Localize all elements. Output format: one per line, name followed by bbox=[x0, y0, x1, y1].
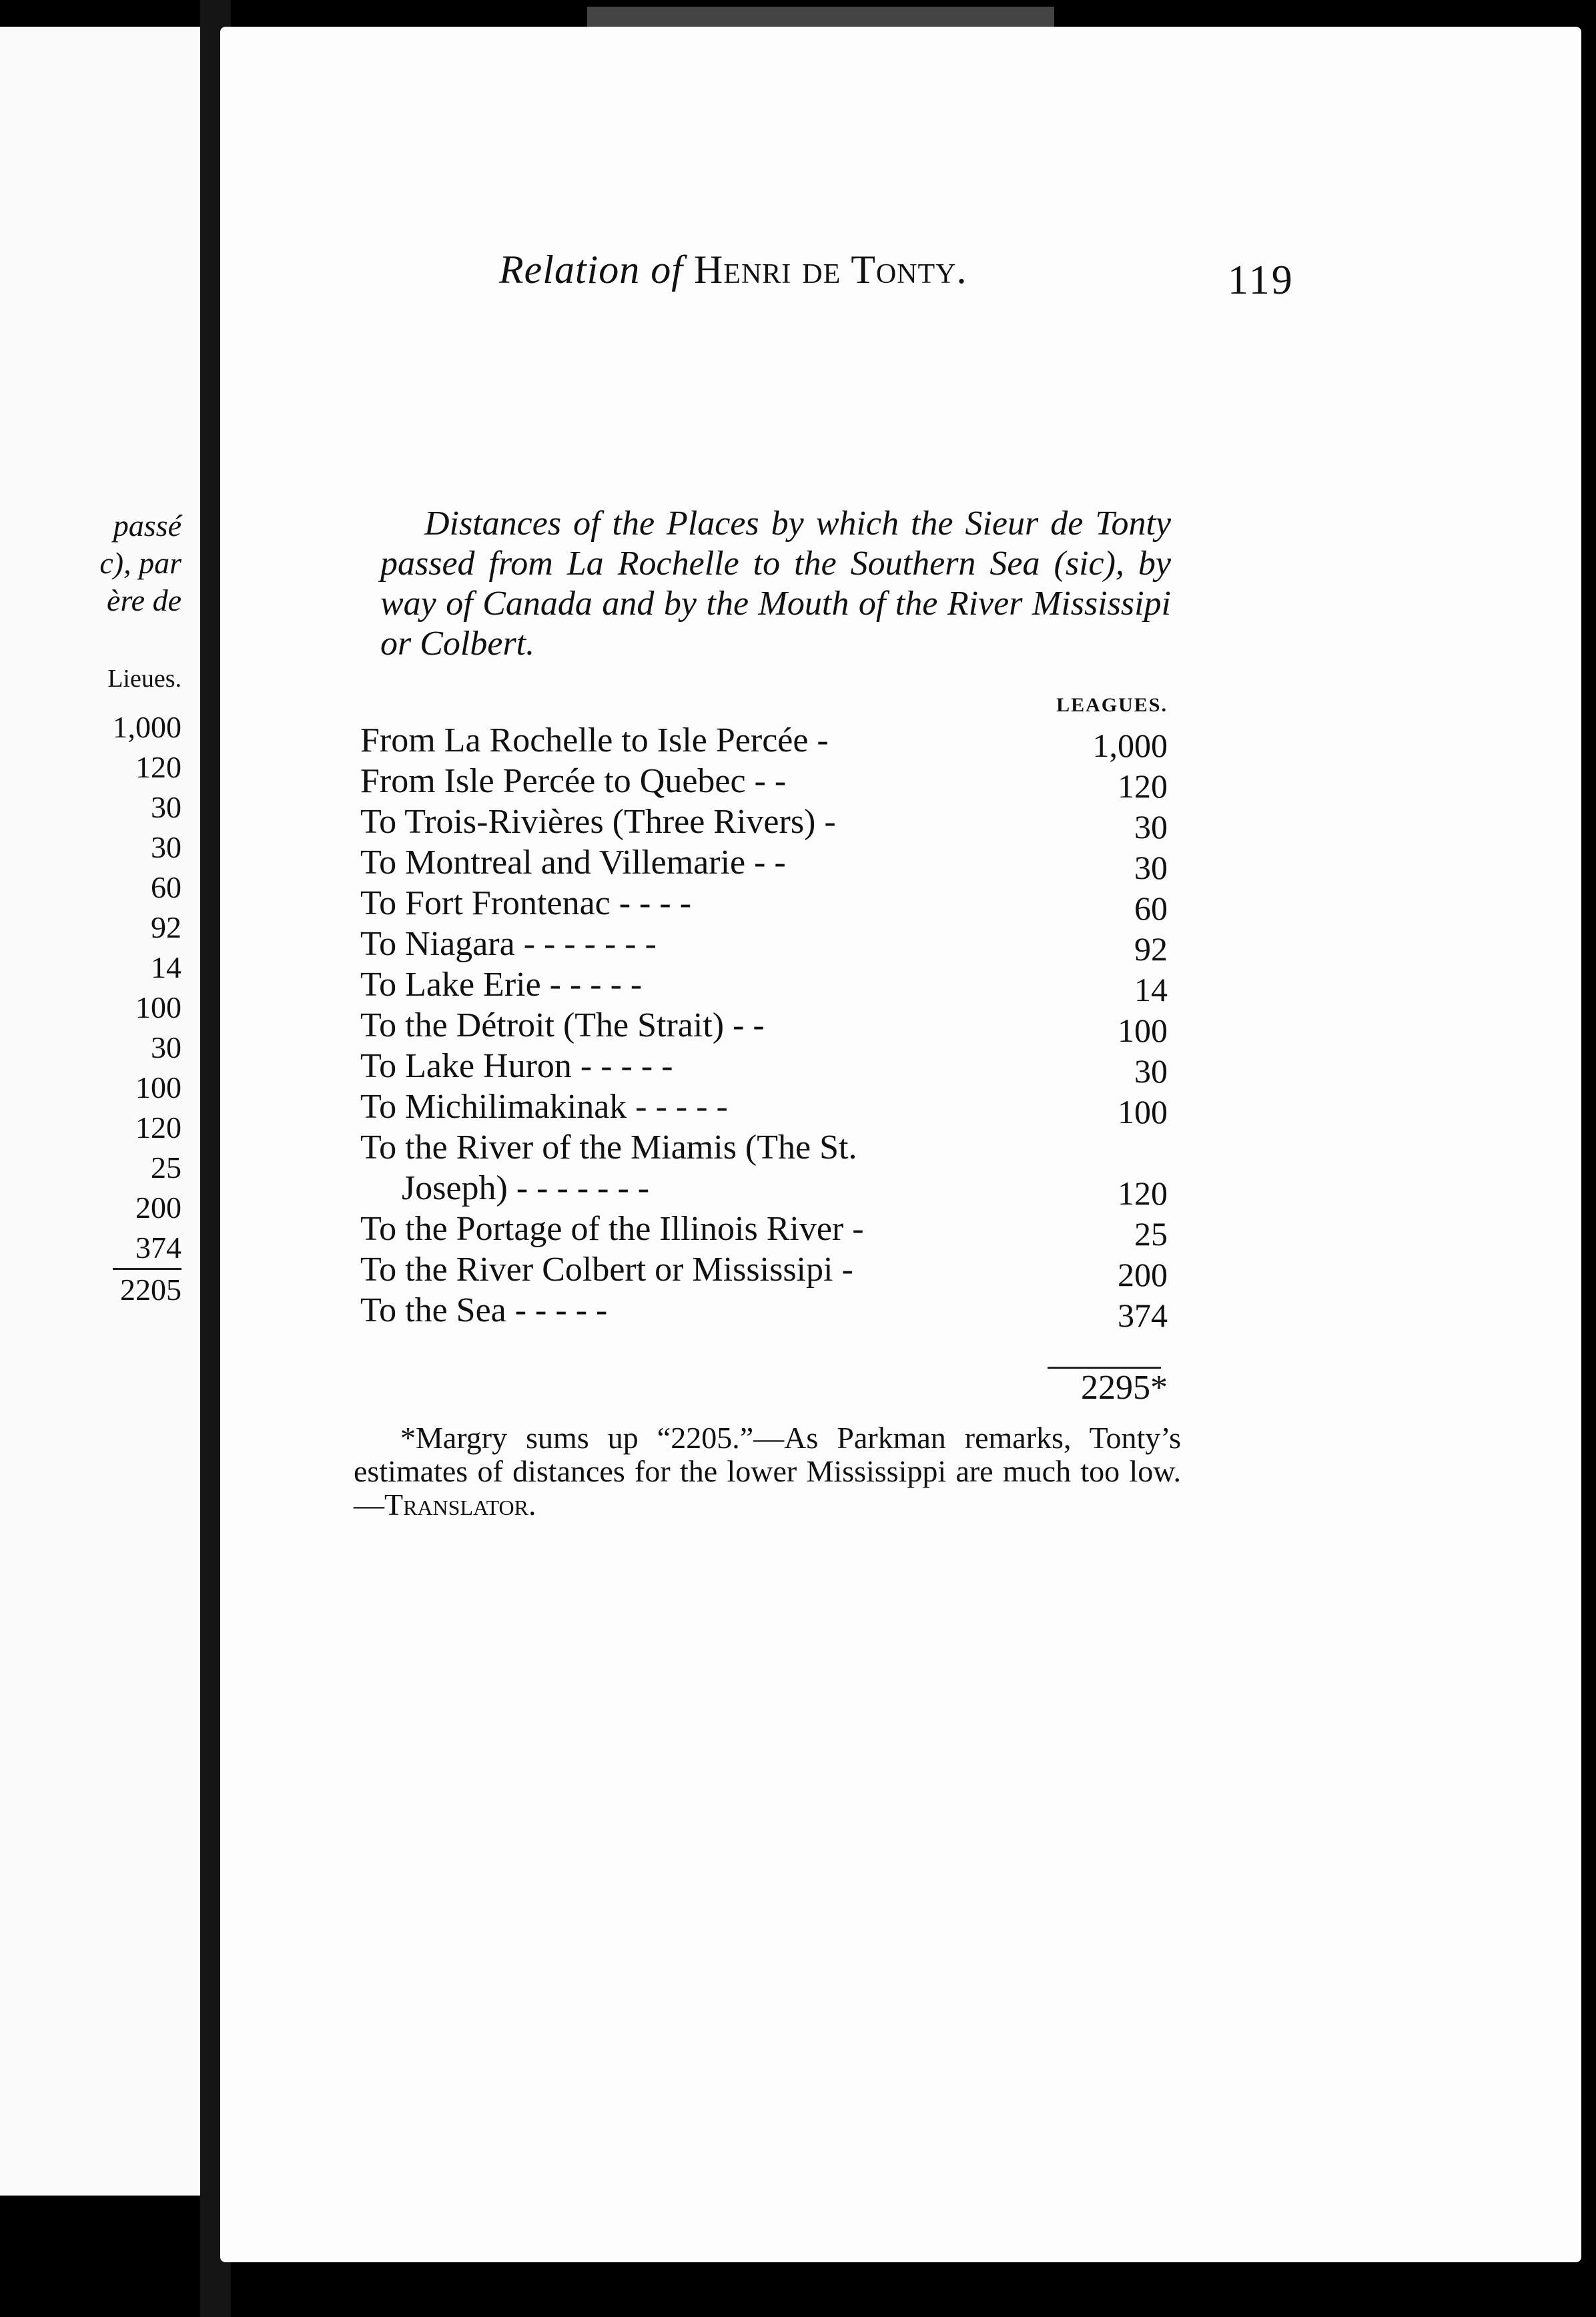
distance-value: 100 bbox=[1118, 1093, 1168, 1130]
distance-value: 200 bbox=[1118, 1256, 1168, 1293]
left-value: 60 bbox=[151, 870, 181, 904]
distance-value: 1,000 bbox=[1092, 727, 1168, 764]
distance-value: 60 bbox=[1134, 890, 1168, 927]
left-value: 30 bbox=[151, 830, 181, 864]
footnote bbox=[354, 1421, 1181, 1522]
left-column-header: Lieues. bbox=[107, 665, 181, 693]
left-value: 30 bbox=[151, 790, 181, 824]
left-page bbox=[0, 27, 200, 2196]
footnote-text: *Margry sums up “2205.”—As Parkman remarks, Tonty’s estimates of distances for the lower Mississippi are much too low.— bbox=[354, 1421, 1181, 1522]
table-row bbox=[360, 1006, 1188, 1049]
left-value: 120 bbox=[135, 750, 181, 784]
left-value: 100 bbox=[135, 990, 181, 1024]
left-fragment: passé bbox=[113, 509, 181, 543]
distance-value: 100 bbox=[1118, 1012, 1168, 1049]
left-total: 2205 bbox=[120, 1273, 181, 1307]
table-row bbox=[360, 1250, 1188, 1291]
table-row bbox=[360, 802, 1188, 846]
place-name: To the Détroit (The Strait) - - bbox=[360, 1006, 765, 1044]
table-row bbox=[360, 843, 1188, 884]
page-number: 119 bbox=[1228, 258, 1294, 303]
table-row bbox=[360, 1291, 1188, 1334]
place-name: To Fort Frontenac - - - - bbox=[360, 884, 692, 922]
table-row bbox=[360, 1209, 1188, 1253]
left-value: 374 bbox=[113, 1228, 182, 1270]
distance-value: 120 bbox=[1118, 1175, 1168, 1212]
table-row bbox=[360, 761, 1188, 805]
place-name: To Niagara - - - - - - - bbox=[360, 925, 657, 963]
main-page bbox=[220, 27, 1581, 2262]
left-value: 92 bbox=[151, 910, 181, 944]
left-value: 14 bbox=[151, 950, 181, 984]
left-fragment: ère de bbox=[107, 583, 181, 617]
distance-value: 30 bbox=[1134, 849, 1168, 886]
distances-table bbox=[360, 721, 1188, 1334]
left-page-fragments bbox=[99, 507, 181, 619]
table-row bbox=[360, 1046, 1188, 1090]
place-name-continuation: Joseph) - - - - - - - bbox=[402, 1169, 650, 1207]
left-values bbox=[113, 707, 182, 1310]
table-total: 2295* bbox=[1081, 1369, 1168, 1407]
table-row bbox=[360, 1169, 1188, 1212]
table-row bbox=[360, 965, 1188, 1006]
place-name: To Trois-Rivières (Three Rivers) - bbox=[360, 803, 836, 841]
place-name: To Montreal and Villemarie - - bbox=[360, 844, 786, 882]
left-value: 200 bbox=[135, 1191, 181, 1225]
left-fragment: c), par bbox=[99, 546, 181, 580]
footnote-signature: Translator. bbox=[384, 1487, 536, 1522]
table-row bbox=[360, 884, 1188, 927]
left-value: 100 bbox=[135, 1070, 181, 1104]
place-name: To Lake Erie - - - - - bbox=[360, 966, 643, 1004]
place-name: To the Portage of the Illinois River - bbox=[360, 1210, 864, 1248]
place-name: To the River of the Miamis (The St. bbox=[360, 1128, 857, 1167]
distance-value: 30 bbox=[1134, 1052, 1168, 1090]
running-head-name: Henri de Tonty. bbox=[693, 248, 967, 292]
place-name: To Lake Huron - - - - - bbox=[360, 1047, 673, 1085]
place-name: To Michilimakinak - - - - - bbox=[360, 1088, 728, 1126]
running-head-prefix: Relation of bbox=[499, 248, 683, 292]
distance-value: 14 bbox=[1134, 971, 1168, 1008]
distance-value: 374 bbox=[1118, 1297, 1168, 1334]
table-row bbox=[360, 721, 1188, 764]
table-row bbox=[360, 924, 1188, 968]
distance-value: 30 bbox=[1134, 808, 1168, 846]
left-value: 30 bbox=[151, 1030, 181, 1064]
leagues-column-header: LEAGUES. bbox=[1056, 694, 1168, 716]
place-name: From Isle Percée to Quebec - - bbox=[360, 762, 787, 800]
place-name: From La Rochelle to Isle Percée - bbox=[360, 721, 829, 759]
left-value: 25 bbox=[151, 1150, 181, 1185]
table-caption: Distances of the Places by which the Sieur de Tonty passed from La Rochelle to the Southern Sea (sic), by way of Canada and by the Mouth of the River Mississipi or Colbert. bbox=[380, 505, 1171, 663]
place-name: To the Sea - - - - - bbox=[360, 1291, 608, 1329]
left-value: 1,000 bbox=[112, 710, 181, 744]
table-row bbox=[360, 1087, 1188, 1128]
left-value: 120 bbox=[135, 1110, 181, 1144]
distance-value: 92 bbox=[1134, 930, 1168, 968]
running-head bbox=[499, 247, 967, 293]
place-name: To the River Colbert or Mississipi - bbox=[360, 1251, 853, 1289]
distance-value: 120 bbox=[1118, 767, 1168, 805]
distance-value: 25 bbox=[1134, 1215, 1168, 1253]
table-row bbox=[360, 1128, 1188, 1169]
